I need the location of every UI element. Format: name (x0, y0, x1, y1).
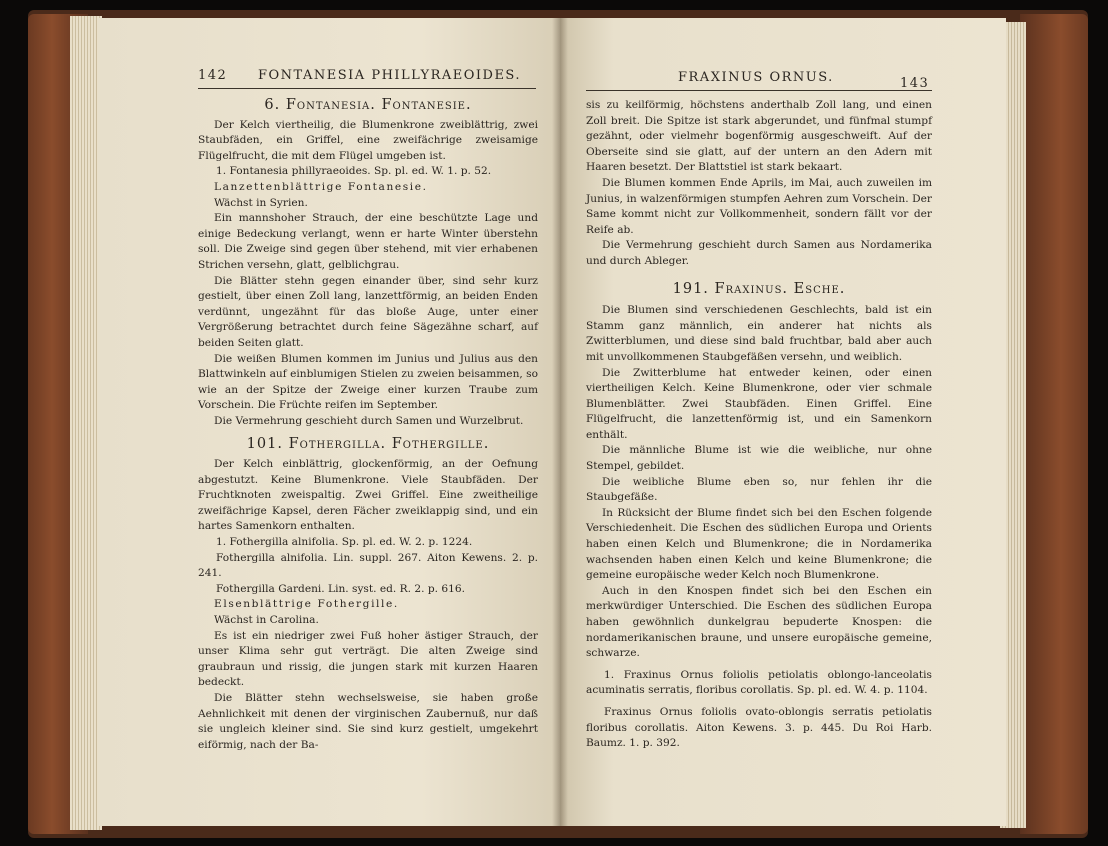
section-heading-fontanesia: 6. Fontanesia. Fontanesie. (264, 97, 472, 113)
right-page (560, 18, 1006, 826)
paragraph: sis zu keilförmig, höchstens anderthalb Zoll lang, und einen Zoll breit. Die Spitze ist stark abgerundet, und fünfmal stumpf gezähnt, oder vielmehr bogenförmig ausgeschweift. Auf der Oberseite sind sie glatt, auf der untern an den Adern mit Haaren besetzt. Der Blattstiel ist stark bekaart. (586, 99, 932, 174)
citation: 1. Fothergilla alnifolia. Sp. pl. ed. W. 2. p. 1224. (216, 536, 473, 549)
section-heading-fothergilla: 101. Fothergilla. Fothergille. (246, 436, 490, 453)
right-text-block (586, 98, 932, 752)
citation: Fothergilla alnifolia. Lin. suppl. 267. Aiton Kewens. 2. p. 241. (198, 551, 538, 580)
paragraph: Auch in den Knospen findet sich bei den Eschen ein merkwürdiger Unterschied. Die Eschen des südlichen Europa haben gewöhnlich dunkelgrau bepuderte Knospen: die nordamerikanischen braune, und unsere europäische gemeine, schwarze. (586, 584, 932, 660)
paragraph: Die weibliche Blume eben so, nur fehlen ihr die Staubgefäße. (586, 475, 932, 504)
paragraph: Die Vermehrung geschieht durch Samen aus Nordamerika und durch Ableger. (586, 239, 932, 267)
citation: 1. Fontanesia phillyraeoides. Sp. pl. ed. W. 1. p. 52. (216, 165, 492, 178)
paragraph: Die weißen Blumen kommen im Junius und Julius aus den Blattwinkeln auf einblumigen Stielen zu zweien beisammen, so wie an der Spitze der Zweige einer kurzen Traube zum Vorschein. Die Früchte reifen im September. (198, 352, 538, 412)
paragraph: Die Vermehrung geschieht durch Samen und Wurzelbrut. (214, 414, 524, 427)
species-name: Lanzettenblättrige Fontanesie. (214, 180, 428, 193)
citation: 1. Fraxinus Ornus foliolis petiolatis oblongo-lanceolatis acuminatis serratis, floribus corollatis. Sp. pl. ed. W. 4. p. 1104. (586, 668, 932, 697)
left-page-number: 142 (198, 68, 228, 83)
paragraph: Die männliche Blume ist wie die weibliche, nur ohne Stempel, gebildet. (586, 444, 932, 473)
book-gutter (552, 18, 568, 826)
paragraph: Die Blumen kommen Ende Aprils, im Mai, auch zuweilen im Junius, in walzenförmigen stumpfen Aehren zum Vorschein. Der Same kommt nicht zur Vollkommenheit, sondern fällt vor der Reife ab. (586, 176, 932, 236)
left-page (98, 18, 560, 826)
habitat: Wächst in Syrien. (214, 196, 308, 209)
right-page-number: 143 (900, 76, 930, 91)
paragraph: Der Kelch einblättrig, glockenförmig, an der Oefnung abgestutzt. Keine Blumenkrone. Viele Staubfäden. Der Fruchtknoten zweispaltig. Zwei Griffel. Eine zweitheilige zweifächrige Kapsel, deren Fächer zweiklappig sind, und ein hartes Samenkorn enthalten. (198, 458, 538, 533)
species-name: Elsenblättrige Fothergille. (214, 598, 399, 611)
paragraph: Es ist ein niedriger zwei Fuß hoher ästiger Strauch, der unser Klima sehr gut verträgt. Die alten Zweige sind graubraun und rissig, die jungen stark mit kurzen Haaren bedeckt. (198, 629, 538, 689)
left-text-block (198, 96, 538, 753)
paragraph: Die Zwitterblume hat entweder keinen, oder einen viertheiligen Kelch. Keine Blumenkrone, oder vier schmale Blumenblätter. Zwei Staubfäden. Einen Griffel. Eine Flügelfrucht, die lanzettenförmig ist, und ein Samenkorn enthält. (586, 366, 932, 441)
left-head-rule (198, 88, 536, 89)
cover-edge-right (1020, 14, 1088, 834)
paragraph: Die Blumen sind verschiedenen Geschlechts, bald ist ein Stamm ganz männlich, ein anderer hat nichts als Zwitterblumen, und diese sind bald fruchtbar, bald aber auch mit unvollkommenen Staubgefäßen versehn, und weiblich. (586, 304, 932, 363)
paragraph: In Rücksicht der Blume findet sich bei den Eschen folgende Verschiedenheit. Die Eschen des südlichen Europa und Orients haben einen Kelch und Blumenkrone; die in Nordamerika wachsenden haben einen Kelch und keine Blumenkrone; die gemeine europäische weder Kelch noch Blumenkrone. (586, 506, 932, 582)
paragraph: Die Blätter stehn gegen einander über, sind sehr kurz gestielt, über einen Zoll lang, lanzettförmig, an beiden Enden verdünnt, ungezähnt für das bloße Auge, unter einer Vergrößerung betrachtet durch feine Sägezähne scharf, auf beiden Seiten glatt. (198, 274, 538, 349)
right-running-head: FRAXINUS ORNUS. (678, 70, 834, 85)
paragraph: Der Kelch viertheilig, die Blumenkrone zweiblättrig, zwei Staubfäden, ein Griffel, eine zweifächrige zweisamige Flügelfrucht, die mit dem Flügel umgeben ist. (198, 118, 538, 162)
citation: Fothergilla Gardeni. Lin. syst. ed. R. 2. p. 616. (216, 582, 465, 595)
section-heading-fraxinus: 191. Fraxinus. Esche. (672, 280, 846, 297)
paragraph: Die Blätter stehn wechselsweise, sie haben große Aehnlichkeit mit denen der virginischen Zaubernuß, nur daß sie ungleich kleiner sind. Sie sind kurz gestielt, umgekehrt eiförmig, nach der Ba- (198, 691, 538, 751)
right-head-rule (586, 90, 932, 91)
paragraph: Ein mannshoher Strauch, der eine beschützte Lage und einige Bedeckung verlangt, wenn er harte Winter überstehn soll. Die Zweige sind gegen über stehend, mit vier erhabenen Strichen versehn, glatt, gelblichgrau. (198, 212, 538, 271)
citation: Fraxinus Ornus foliolis ovato-oblongis serratis petiolatis floribus corollatis. Aiton Kewens. 3. p. 445. Du Roi Harb. Baumz. 1. p. 392. (586, 705, 932, 750)
left-running-head: FONTANESIA PHILLYRAEOIDES. (258, 68, 522, 83)
habitat: Wächst in Carolina. (214, 614, 319, 626)
